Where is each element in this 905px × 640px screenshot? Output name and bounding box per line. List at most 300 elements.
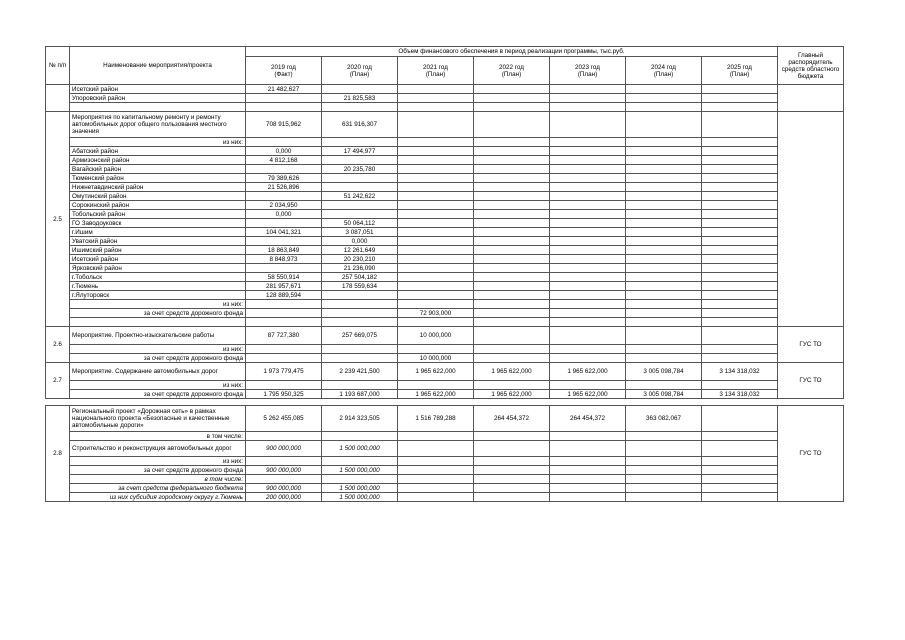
- header-year-label: 2020 год: [347, 63, 372, 71]
- value-cell: [626, 291, 702, 300]
- row-name: Мероприятия по капитальному ремонту и ремонту автомобильных дорог общего пользования местного значения: [70, 112, 246, 138]
- value-cell: [702, 246, 778, 255]
- value-cell: [474, 112, 550, 138]
- value-cell: [246, 237, 322, 246]
- value-cell: [474, 147, 550, 156]
- value-cell: [398, 246, 474, 255]
- value-cell: [550, 432, 626, 441]
- value-cell: 264 454,372: [550, 406, 626, 432]
- value-cell: [398, 282, 474, 291]
- value-cell: [398, 255, 474, 264]
- header-volume: Объем финансового обеспечения в период реализации программы, тыс.руб.: [246, 47, 778, 57]
- value-cell: [246, 345, 322, 354]
- value-cell: 900 000,000: [246, 466, 322, 475]
- table-row: [46, 94, 844, 103]
- value-cell: [702, 300, 778, 309]
- value-cell: [702, 192, 778, 201]
- value-cell: [626, 354, 702, 363]
- value-cell: 12 261,649: [322, 246, 398, 255]
- value-cell: [398, 291, 474, 300]
- row-name: Омутинский район: [70, 192, 246, 201]
- value-cell: [550, 255, 626, 264]
- spacer-row: [46, 399, 844, 406]
- table-row: [46, 318, 844, 327]
- value-cell: [474, 300, 550, 309]
- value-cell: 72 903,000: [398, 309, 474, 318]
- value-cell: [550, 309, 626, 318]
- row-name: Мероприятие. Содержание автомобильных дорог: [70, 363, 246, 381]
- value-cell: [474, 273, 550, 282]
- value-cell: [550, 466, 626, 475]
- table-row: [46, 441, 844, 457]
- value-cell: [702, 264, 778, 273]
- value-cell: [246, 354, 322, 363]
- value-cell: [626, 345, 702, 354]
- value-cell: 3 005 098,784: [626, 363, 702, 381]
- value-cell: 50 064,112: [322, 219, 398, 228]
- value-cell: 1 973 779,475: [246, 363, 322, 381]
- table-row: [46, 246, 844, 255]
- value-cell: 1 795 950,325: [246, 390, 322, 399]
- row-name: Региональный проект «Дорожная сеть» в рамках национального проекта «Безопасные и качественные автомобильные дороги»: [70, 406, 246, 432]
- value-cell: 1 965 622,000: [474, 390, 550, 399]
- value-cell: [474, 345, 550, 354]
- value-cell: [246, 432, 322, 441]
- manager-cell: [778, 85, 844, 112]
- value-cell: [398, 345, 474, 354]
- value-cell: [550, 174, 626, 183]
- table-row: [46, 228, 844, 237]
- row-number: [46, 85, 70, 112]
- value-cell: [474, 219, 550, 228]
- value-cell: [702, 165, 778, 174]
- value-cell: [398, 174, 474, 183]
- value-cell: [398, 156, 474, 165]
- header-year-type: (План): [501, 70, 522, 78]
- header-year: [626, 57, 702, 85]
- value-cell: 1 500 000,000: [322, 493, 398, 502]
- value-cell: 3 005 098,784: [626, 390, 702, 399]
- table-row: [46, 174, 844, 183]
- manager-cell: ГУС ТО: [778, 406, 844, 502]
- value-cell: [474, 466, 550, 475]
- value-cell: [626, 432, 702, 441]
- row-name: Исетский район: [70, 255, 246, 264]
- value-cell: 79 389,626: [246, 174, 322, 183]
- row-name: за счет средств федерального бюджета: [70, 484, 246, 493]
- value-cell: [626, 174, 702, 183]
- value-cell: [702, 457, 778, 466]
- value-cell: [398, 475, 474, 484]
- value-cell: [550, 228, 626, 237]
- value-cell: [550, 138, 626, 147]
- value-cell: [626, 318, 702, 327]
- value-cell: [322, 354, 398, 363]
- value-cell: 1 516 789,288: [398, 406, 474, 432]
- value-cell: [702, 432, 778, 441]
- value-cell: [322, 174, 398, 183]
- row-name: из них:: [70, 300, 246, 309]
- row-name: Сорокинский район: [70, 201, 246, 210]
- row-name: Ишимский район: [70, 246, 246, 255]
- value-cell: [626, 103, 702, 112]
- value-cell: [702, 484, 778, 493]
- value-cell: [702, 174, 778, 183]
- table-row: [46, 255, 844, 264]
- value-cell: 1 965 622,000: [398, 363, 474, 381]
- value-cell: [322, 318, 398, 327]
- value-cell: [474, 103, 550, 112]
- value-cell: [702, 94, 778, 103]
- header-year: [322, 57, 398, 85]
- header-year-type: (План): [653, 70, 674, 78]
- table-row: [46, 354, 844, 363]
- row-name: г.Ишим: [70, 228, 246, 237]
- header-year: [702, 57, 778, 85]
- table-row: [46, 201, 844, 210]
- value-cell: [474, 210, 550, 219]
- value-cell: 1 500 000,000: [322, 441, 398, 457]
- value-cell: [550, 318, 626, 327]
- value-cell: [550, 300, 626, 309]
- header-year-label: 2024 год: [651, 63, 676, 71]
- value-cell: 900 000,000: [246, 441, 322, 457]
- row-name: за счет средств дорожного фонда: [70, 309, 246, 318]
- manager-cell: ГУС ТО: [778, 363, 844, 399]
- row-name: Тобольский район: [70, 210, 246, 219]
- value-cell: [626, 237, 702, 246]
- table-row: [46, 399, 844, 406]
- value-cell: [702, 273, 778, 282]
- table-row: [46, 457, 844, 466]
- value-cell: [474, 264, 550, 273]
- value-cell: [626, 381, 702, 390]
- table-row: [46, 484, 844, 493]
- value-cell: [702, 228, 778, 237]
- value-cell: [474, 484, 550, 493]
- value-cell: [702, 493, 778, 502]
- table-row: [46, 273, 844, 282]
- value-cell: [322, 156, 398, 165]
- row-name: г.Тюмень: [70, 282, 246, 291]
- value-cell: [702, 210, 778, 219]
- header-year-label: 2019 год: [271, 63, 296, 71]
- row-name: Армизонский район: [70, 156, 246, 165]
- value-cell: [550, 264, 626, 273]
- value-cell: [322, 138, 398, 147]
- budget-table-sheet: [45, 46, 844, 502]
- row-name: г.Ялуторовск: [70, 291, 246, 300]
- row-name: за счет средств дорожного фонда: [70, 354, 246, 363]
- value-cell: [550, 441, 626, 457]
- value-cell: 104 041,321: [246, 228, 322, 237]
- row-name: из них:: [70, 457, 246, 466]
- table-row: [46, 156, 844, 165]
- table-row: [46, 309, 844, 318]
- value-cell: [702, 441, 778, 457]
- value-cell: [474, 94, 550, 103]
- value-cell: [626, 156, 702, 165]
- value-cell: 18 863,849: [246, 246, 322, 255]
- table-row: [46, 183, 844, 192]
- value-cell: 87 727,380: [246, 327, 322, 345]
- value-cell: [398, 138, 474, 147]
- value-cell: [702, 475, 778, 484]
- row-name: Уватский район: [70, 237, 246, 246]
- value-cell: 1 193 687,000: [322, 390, 398, 399]
- value-cell: [626, 264, 702, 273]
- value-cell: [550, 103, 626, 112]
- row-name: за счет средств дорожного фонда: [70, 390, 246, 399]
- value-cell: [702, 466, 778, 475]
- header-year-type: (Факт): [274, 70, 293, 78]
- value-cell: [322, 309, 398, 318]
- value-cell: 21 482,627: [246, 85, 322, 94]
- value-cell: [550, 85, 626, 94]
- value-cell: [626, 255, 702, 264]
- value-cell: [702, 291, 778, 300]
- row-name: Ярковский район: [70, 264, 246, 273]
- value-cell: [398, 300, 474, 309]
- value-cell: [474, 432, 550, 441]
- value-cell: [702, 406, 778, 432]
- value-cell: [474, 354, 550, 363]
- value-cell: [702, 345, 778, 354]
- value-cell: 363 082,067: [626, 406, 702, 432]
- value-cell: [474, 138, 550, 147]
- table-row: [46, 210, 844, 219]
- header-year-type: (План): [729, 70, 750, 78]
- value-cell: [550, 291, 626, 300]
- value-cell: 1 965 622,000: [550, 363, 626, 381]
- value-cell: [398, 192, 474, 201]
- value-cell: 51 242,622: [322, 192, 398, 201]
- manager-cell: ГУС ТО: [778, 327, 844, 363]
- header-year-type: (План): [349, 70, 370, 78]
- table-row: [46, 291, 844, 300]
- value-cell: [626, 309, 702, 318]
- value-cell: [550, 219, 626, 228]
- row-name: Исетский район: [70, 85, 246, 94]
- value-cell: 58 550,914: [246, 273, 322, 282]
- value-cell: 21 236,090: [322, 264, 398, 273]
- row-name: из них:: [70, 381, 246, 390]
- value-cell: [626, 192, 702, 201]
- value-cell: [550, 147, 626, 156]
- value-cell: [702, 103, 778, 112]
- table-row: [46, 237, 844, 246]
- row-number: 2.8: [46, 406, 70, 502]
- value-cell: [246, 475, 322, 484]
- table-row: [46, 264, 844, 273]
- value-cell: [626, 210, 702, 219]
- row-name: из них субсидия городскому округу г.Тюмень: [70, 493, 246, 502]
- value-cell: [550, 484, 626, 493]
- value-cell: [626, 228, 702, 237]
- value-cell: [702, 219, 778, 228]
- table-row: [46, 85, 844, 94]
- row-name: ГО Заводоуковск: [70, 219, 246, 228]
- value-cell: [550, 192, 626, 201]
- value-cell: [398, 381, 474, 390]
- value-cell: [474, 192, 550, 201]
- value-cell: [474, 282, 550, 291]
- value-cell: [626, 147, 702, 156]
- value-cell: [550, 354, 626, 363]
- table-row: [46, 390, 844, 399]
- row-name: из них:: [70, 345, 246, 354]
- value-cell: [474, 291, 550, 300]
- value-cell: 5 262 455,085: [246, 406, 322, 432]
- row-name: Упоровский район: [70, 94, 246, 103]
- value-cell: [322, 475, 398, 484]
- value-cell: [474, 246, 550, 255]
- header-manager: Главный распорядитель средств областного бюджета: [778, 47, 844, 85]
- value-cell: [626, 246, 702, 255]
- row-name: Мероприятие. Проектно-изыскательские работы: [70, 327, 246, 345]
- value-cell: [246, 318, 322, 327]
- value-cell: [626, 300, 702, 309]
- value-cell: [322, 201, 398, 210]
- header-year: [550, 57, 626, 85]
- value-cell: [246, 165, 322, 174]
- header-name: Наименование мероприятия/проекта: [70, 47, 246, 85]
- value-cell: [474, 255, 550, 264]
- table-row: [46, 165, 844, 174]
- value-cell: [626, 466, 702, 475]
- value-cell: 4 812,168: [246, 156, 322, 165]
- table-row: [46, 147, 844, 156]
- value-cell: 631 916,307: [322, 112, 398, 138]
- row-name: Тюменский район: [70, 174, 246, 183]
- value-cell: [626, 327, 702, 345]
- value-cell: 200 000,000: [246, 493, 322, 502]
- value-cell: 2 034,950: [246, 201, 322, 210]
- value-cell: [398, 484, 474, 493]
- value-cell: [550, 457, 626, 466]
- value-cell: [550, 165, 626, 174]
- value-cell: [702, 138, 778, 147]
- value-cell: [398, 493, 474, 502]
- value-cell: [702, 156, 778, 165]
- table-row: [46, 466, 844, 475]
- value-cell: [322, 103, 398, 112]
- value-cell: [246, 457, 322, 466]
- value-cell: [702, 381, 778, 390]
- value-cell: 3 087,051: [322, 228, 398, 237]
- value-cell: [246, 138, 322, 147]
- value-cell: [626, 94, 702, 103]
- value-cell: 3 134 318,032: [702, 390, 778, 399]
- value-cell: 178 559,634: [322, 282, 398, 291]
- value-cell: 1 965 622,000: [474, 363, 550, 381]
- value-cell: [398, 183, 474, 192]
- value-cell: [474, 174, 550, 183]
- value-cell: [322, 381, 398, 390]
- value-cell: [398, 466, 474, 475]
- value-cell: [626, 273, 702, 282]
- value-cell: [474, 183, 550, 192]
- value-cell: 281 957,671: [246, 282, 322, 291]
- value-cell: [702, 327, 778, 345]
- row-name: в том числе:: [70, 475, 246, 484]
- value-cell: 21 825,583: [322, 94, 398, 103]
- value-cell: [398, 165, 474, 174]
- value-cell: [474, 318, 550, 327]
- value-cell: [474, 156, 550, 165]
- row-name: Абатский район: [70, 147, 246, 156]
- header-year: [246, 57, 322, 85]
- value-cell: [474, 201, 550, 210]
- value-cell: 264 454,372: [474, 406, 550, 432]
- budget-table: [45, 46, 844, 502]
- manager-cell: [778, 112, 844, 327]
- value-cell: [626, 165, 702, 174]
- value-cell: [474, 85, 550, 94]
- value-cell: [626, 201, 702, 210]
- value-cell: [626, 457, 702, 466]
- table-row: [46, 432, 844, 441]
- value-cell: 257 504,182: [322, 273, 398, 282]
- value-cell: 900 000,000: [246, 484, 322, 493]
- value-cell: [626, 282, 702, 291]
- value-cell: [474, 165, 550, 174]
- value-cell: [474, 441, 550, 457]
- value-cell: 2 914 323,505: [322, 406, 398, 432]
- value-cell: [322, 291, 398, 300]
- value-cell: 1 965 622,000: [398, 390, 474, 399]
- value-cell: [398, 457, 474, 466]
- row-name: Строительство и реконструкция автомобильных дорог: [70, 441, 246, 457]
- value-cell: [550, 345, 626, 354]
- row-name: в том числе:: [70, 432, 246, 441]
- value-cell: [246, 381, 322, 390]
- value-cell: [322, 210, 398, 219]
- value-cell: 1 500 000,000: [322, 484, 398, 493]
- value-cell: [322, 432, 398, 441]
- table-row: [46, 493, 844, 502]
- value-cell: [474, 457, 550, 466]
- value-cell: [246, 219, 322, 228]
- value-cell: 1 500 000,000: [322, 466, 398, 475]
- value-cell: [322, 345, 398, 354]
- value-cell: 0,000: [246, 147, 322, 156]
- value-cell: [550, 282, 626, 291]
- value-cell: [702, 237, 778, 246]
- value-cell: [398, 228, 474, 237]
- header-year-label: 2025 год: [727, 63, 752, 71]
- value-cell: [398, 85, 474, 94]
- value-cell: [322, 300, 398, 309]
- header-year-label: 2023 год: [575, 63, 600, 71]
- value-cell: [702, 201, 778, 210]
- value-cell: [626, 183, 702, 192]
- value-cell: [550, 246, 626, 255]
- value-cell: 8 848,973: [246, 255, 322, 264]
- value-cell: [398, 201, 474, 210]
- value-cell: [550, 493, 626, 502]
- table-row: [46, 363, 844, 381]
- value-cell: [702, 183, 778, 192]
- row-name: за счет средств дорожного фонда: [70, 466, 246, 475]
- value-cell: [398, 441, 474, 457]
- value-cell: [626, 475, 702, 484]
- table-row: [46, 381, 844, 390]
- header-year-label: 2022 год: [499, 63, 524, 71]
- value-cell: 2 239 421,500: [322, 363, 398, 381]
- value-cell: [474, 475, 550, 484]
- value-cell: [474, 493, 550, 502]
